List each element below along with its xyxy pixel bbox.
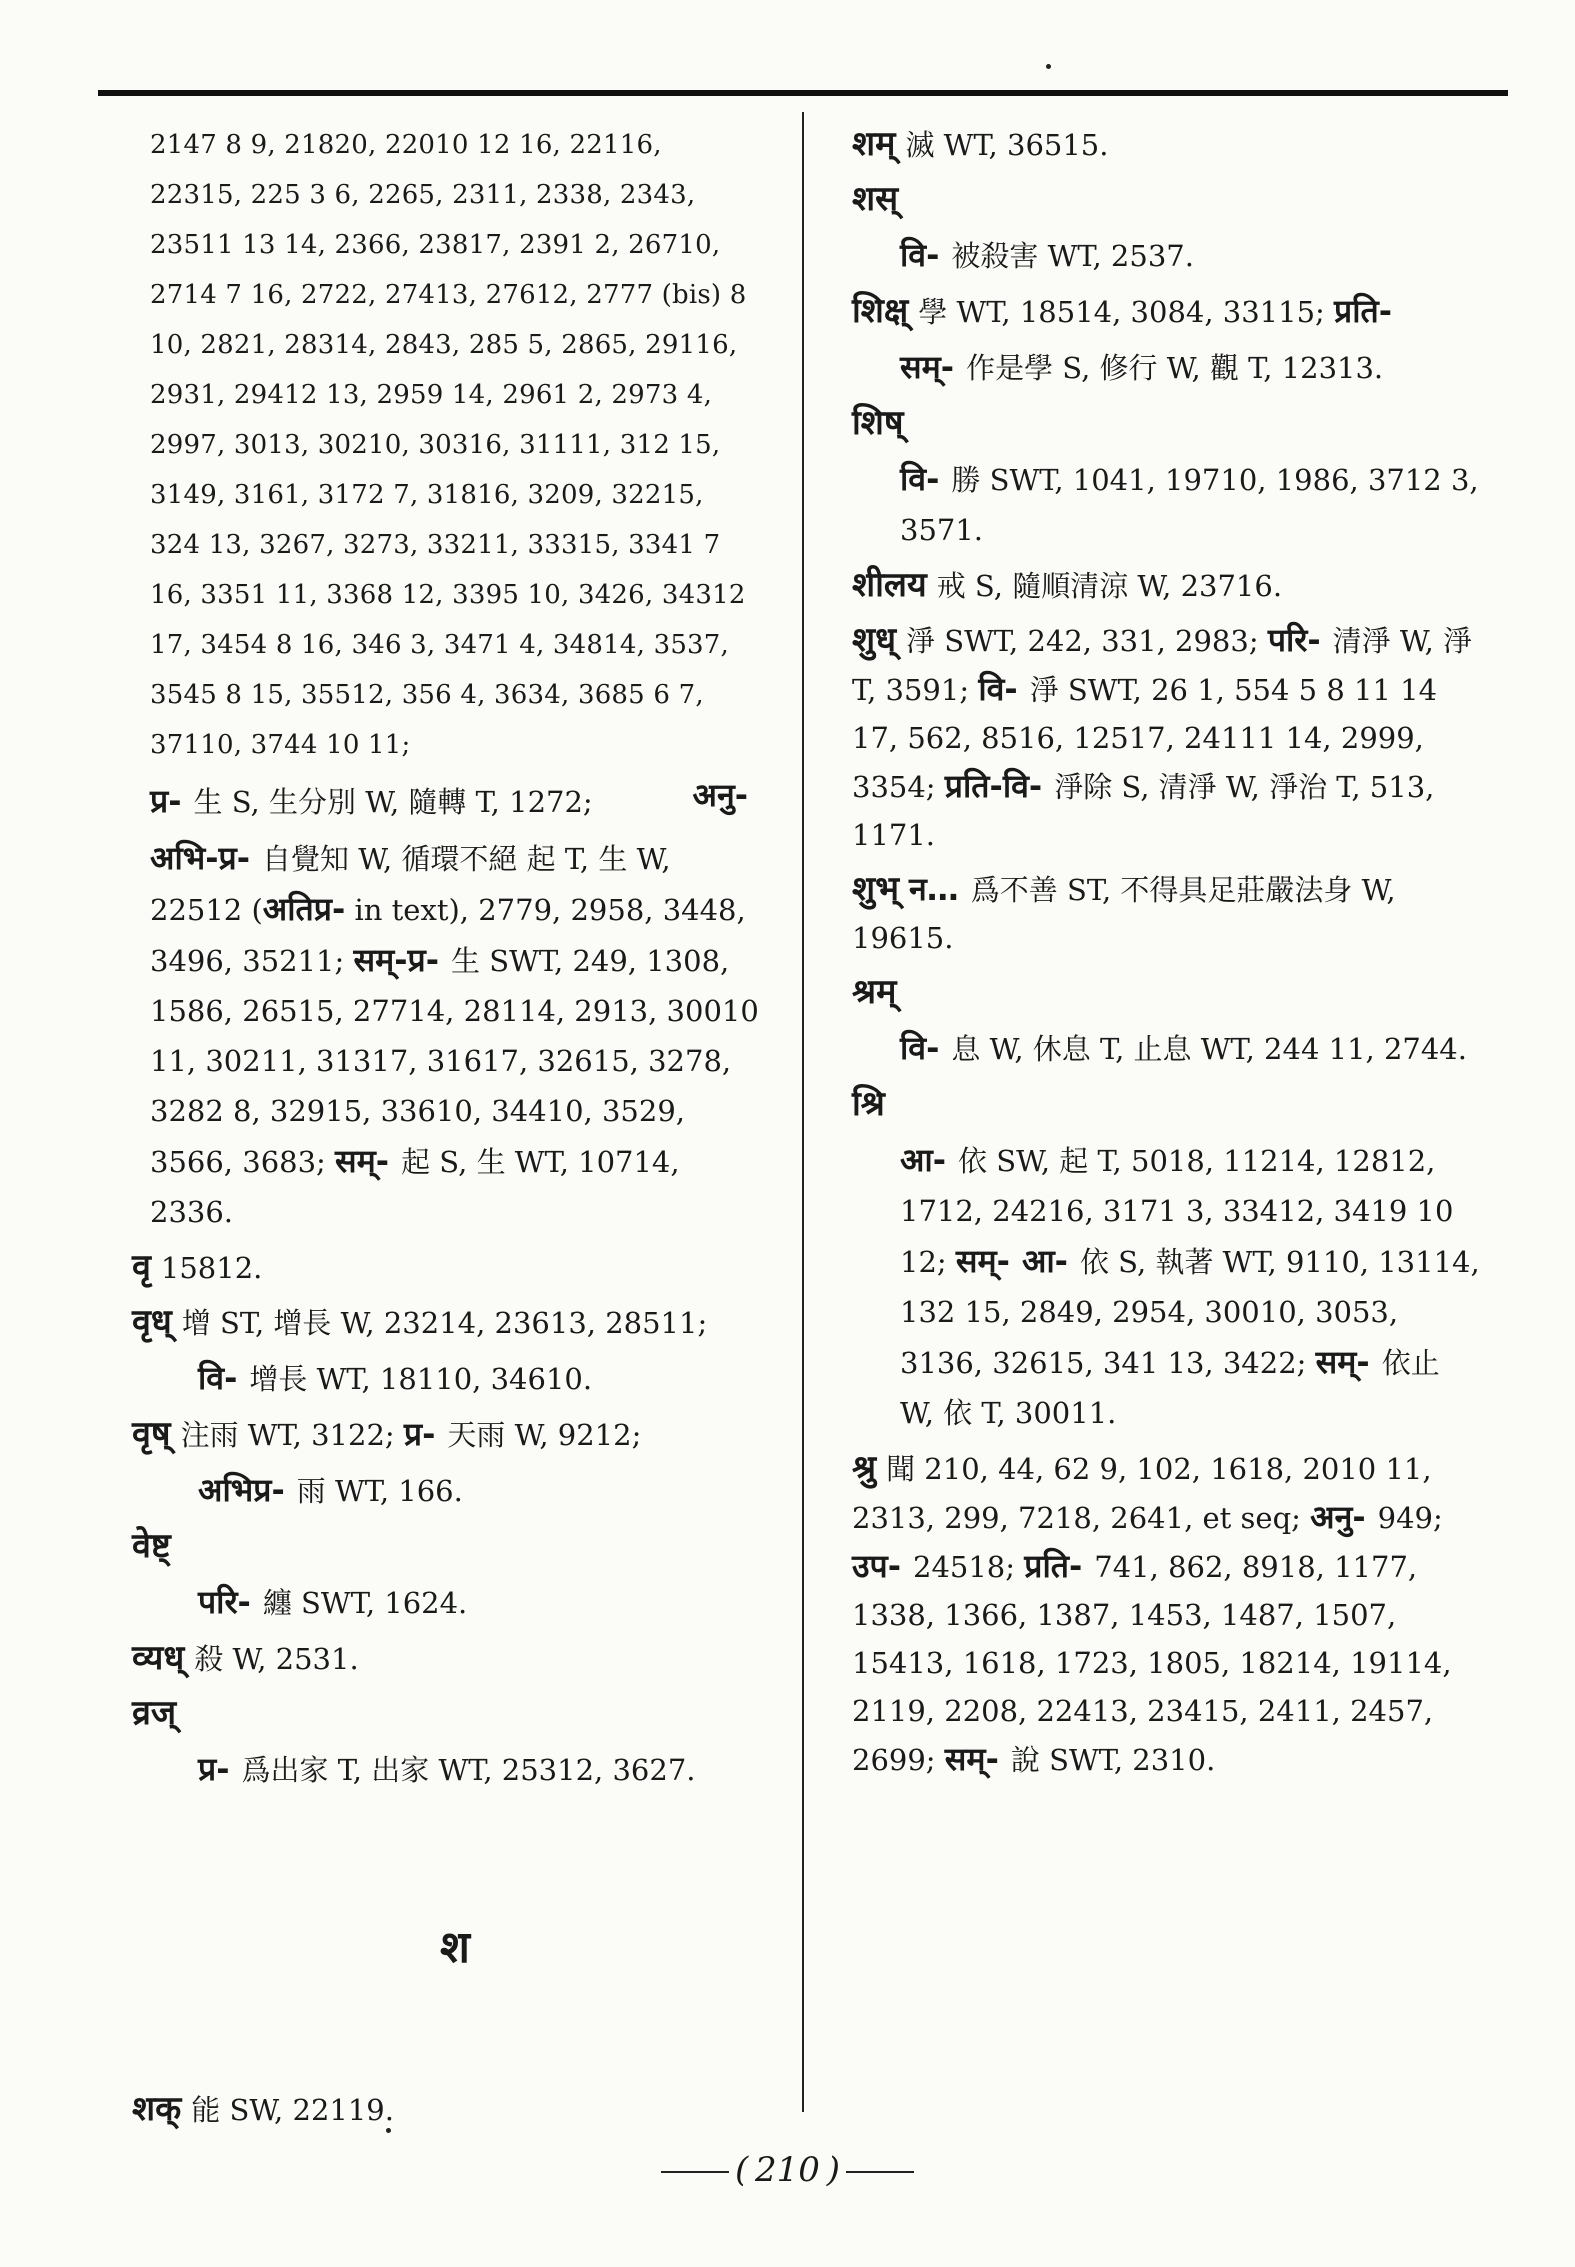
lemma: शिष् [852,403,904,443]
page-number: 210 [755,2150,820,2190]
prefix: अनु- [1310,1498,1366,1536]
gloss: 雨 WT, 166. [296,1474,463,1508]
lemma: शस् [852,179,899,219]
gloss: 增長 WT, 18110, 34610. [249,1362,593,1396]
refs-block: 2147 8 9, 21820, 22010 12 16, 22116, 22315, 225 3 6, 2265, 2311, 2338, 2343, 23511 13 14, 2366, 23817, 2391 2, 26710, 2714 7 16, 2722, 27413, 27612, 2777 (bis) 8 10, 2821, 28314, 2843, 285 5, 2865, 29116, 2931, 29412 13, 2959 14, 2961 2, 2973 4, 2997, 3013, 30210, 30316, 31111, 312 15, 3149, 3161, 3172 7, 31816, 3209, 32215, 324 13, 3267, 3273, 33211, 33315, 3341 7 16, 3351 11, 3368 12, 3395 10, 3426, 34312 17, 3454 8 16, 346 3, 3471 4, 34814, 3537, 3545 8 15, 35512, 356 4, 3634, 3685 6 7, 37110, 3744 10 11; [150,130,747,760]
gloss: in text), 2779, 2958, 3448, 3496, 35211; [150,893,746,978]
gloss: 戒 S, 隨順清涼 W, 23716. [936,569,1283,603]
lemma: वृध् [132,1302,172,1342]
dictionary-entry [132,1410,760,1459]
lemma: श्रि [852,1084,885,1124]
lemma: वेष्ट् [132,1526,171,1566]
dictionary-entry [132,1243,760,1292]
lemma: शिक्ष् [852,291,909,331]
footer-dash [846,2171,914,2173]
prefix: आ- [900,1141,946,1179]
gloss: 聞 210, 44, 62 9, 102, 1618, 2010 11, 2313, 299, 7218, 2641, et seq; [852,1452,1432,1535]
prefix: परि- [198,1583,251,1621]
gloss: 爲不善 ST, 不得具足莊嚴法身 W, 19615. [852,873,1396,955]
dictionary-entry [852,616,1482,859]
prefix: प्र- [150,782,182,820]
gloss: 天雨 W, 9212; [447,1418,642,1452]
gloss: 15812. [160,1251,263,1285]
gloss: 爲出家 T, 出家 WT, 25312, 3627. [241,1753,696,1787]
lemma: वृष् [132,1414,171,1454]
prefix: सम्-प्र- [353,941,440,979]
entry-continuation [150,833,760,1237]
dictionary-entry [132,2085,760,2134]
speck [1046,64,1051,69]
entry-continuation [150,776,760,827]
gloss: 能 SW, 22119. [191,2093,394,2127]
sub-entry [852,230,1482,281]
sub-entry [852,342,1482,393]
dictionary-entry [852,175,1482,224]
lemma: श्रु [852,1448,877,1488]
sub-entry [150,1353,760,1404]
gloss: 949; [1377,1501,1443,1535]
gloss: 學 WT, 18514, 3084, 33115; [918,295,1325,329]
gloss: 淨 SWT, 26 1, 554 5 8 11 14 17, 562, 8516, 12517, 24111 14, 2999, 3354; [852,673,1438,804]
sub-entry [150,1744,760,1795]
prefix: अभि-प्र- [150,839,251,877]
gloss: 注雨 WT, 3122; [180,1418,395,1452]
prefix: उप- [852,1547,901,1585]
prefix: प्रति- [1024,1547,1083,1585]
prefix: अतिप्र- [262,890,346,928]
prefix: अभिप्र- [198,1471,285,1509]
lemma: श्रम् [852,972,897,1012]
gloss: 24518; [913,1550,1016,1584]
sub-entry [150,1465,760,1516]
gloss: 741, 862, 8918, 1177, 1338, 1366, 1387, 1453, 1487, 1507, 15413, 1618, 1723, 1805, 18214, 19114, 2119, 2208, 22413, 23415, 2411, 2457, 2699; [852,1550,1452,1777]
footer-dash [661,2171,729,2173]
dictionary-entry [852,1080,1482,1129]
prefix: वि- [900,1029,940,1067]
lemma: शुभ् [852,869,900,909]
gloss: 生 S, 生分別 W, 隨轉 T, 1272; [193,785,593,819]
gloss: 淨除 S, 清淨 W, 淨治 T, 513, 1171. [852,770,1435,852]
column-divider [802,112,804,2112]
prefix: सम्- [335,1142,390,1180]
gloss: 纏 SWT, 1624. [262,1586,468,1620]
dictionary-entry [132,1634,760,1683]
prefix: वि- [978,670,1018,708]
dictionary-entry [852,561,1482,610]
gloss: 殺 W, 2531. [194,1642,359,1676]
dictionary-entry [132,1689,760,1738]
prefix: वि- [900,236,940,274]
page-number-footer: ( 210 ) [0,2150,1575,2190]
prefix: न… [909,870,959,908]
prefix: सम्- [1315,1343,1370,1381]
prefix: वि- [198,1359,238,1397]
gloss: 增 ST, 增長 W, 23214, 23613, 28511; [181,1306,708,1340]
gloss: 依止 W, 依 T, 30011. [900,1346,1440,1430]
gloss: 依 SW, 起 T, 5018, 11214, 12812, 1712, 24216, 3171 3, 33412, 3419 10 12; [900,1144,1454,1279]
gloss: 作是學 S, 修行 W, 觀 T, 12313. [966,351,1384,385]
lemma: शीलय [852,565,927,605]
gloss: 淨 SWT, 242, 331, 2983; [906,624,1259,658]
lemma: वृ [132,1247,151,1287]
sub-entry [852,454,1482,555]
gloss: 滅 WT, 36515. [905,128,1109,162]
prefix: प्र- [403,1415,436,1453]
lemma: व्यध् [132,1638,185,1678]
gloss: 被殺害 WT, 2537. [951,239,1194,273]
dictionary-entry [132,1522,760,1571]
prefix: अनु- [692,776,748,814]
lemma: व्रज् [132,1693,177,1733]
dictionary-entry [132,1298,760,1347]
gloss: 生 SWT, 249, 1308, 1586, 26515, 27714, 28114, 2913, 30010 11, 30211, 31317, 31617, 32615, 3278, 3282 8, 32915, 33610, 34410, 3529, 3566, 3683; [150,944,759,1179]
lemma: शक् [132,2089,182,2129]
prefix: सम्- [955,1242,1010,1280]
gloss: 清淨 W, 淨 T, 3591; [852,624,1473,707]
section-heading: श [440,1922,470,1973]
dictionary-entry [852,968,1482,1017]
dictionary-entry [852,1444,1482,1784]
sub-entry [150,1577,760,1628]
sub-entry [852,1135,1482,1438]
lemma: शम् [852,124,896,164]
prefix: आ- [1021,1242,1068,1280]
dictionary-entry [852,865,1482,962]
prefix: परि- [1267,621,1321,659]
dictionary-entry [852,399,1482,448]
prefix: प्रति- [1334,292,1393,330]
prefix: प्रति-वि- [944,767,1043,805]
prefix: वि- [900,460,940,498]
lemma: शुध् [852,620,897,660]
dictionary-entry [852,120,1482,169]
top-rule [98,90,1508,96]
dictionary-entry [852,287,1482,336]
gloss: 自覺知 W, 循環不絕 起 T, 生 W, 22512 ( [150,842,671,927]
gloss: 勝 SWT, 1041, 19710, 1986, 3712 3, 3571. [900,463,1479,547]
gloss: 起 S, 生 WT, 10714, 2336. [150,1145,680,1229]
right-column [852,120,1482,1790]
gloss: 息 W, 休息 T, 止息 WT, 244 11, 2744. [951,1032,1467,1066]
sub-entry [852,1023,1482,1074]
prefix: सम्- [944,1740,999,1778]
gloss: 依 S, 執著 WT, 9110, 13114, 132 15, 2849, 2954, 30010, 3053, 3136, 32615, 341 13, 3422; [900,1245,1480,1380]
gloss: 說 SWT, 2310. [1010,1743,1216,1777]
prefix: सम्- [900,348,955,386]
prefix: प्र- [198,1750,230,1788]
left-column [132,120,760,2140]
